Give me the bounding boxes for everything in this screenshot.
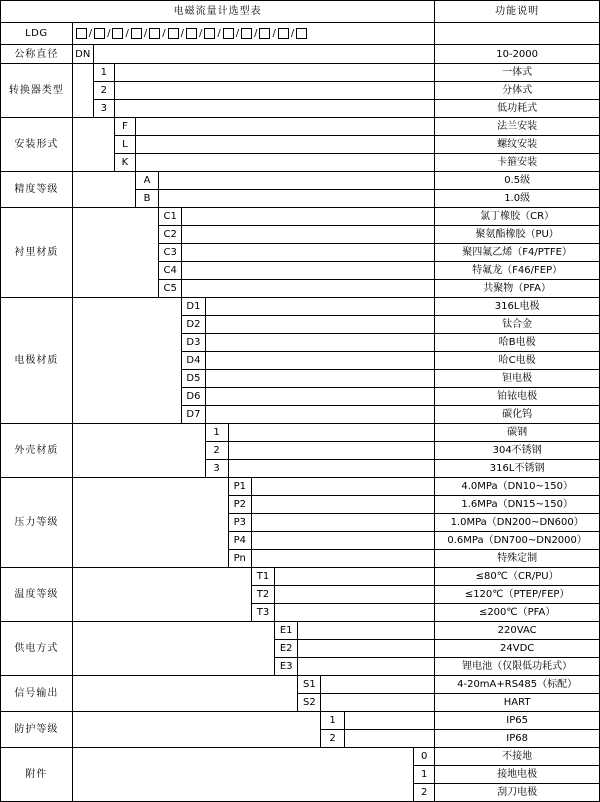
spacer bbox=[72, 712, 321, 748]
row-temperature-class bbox=[1, 568, 600, 586]
code-signal-s1: S1 bbox=[298, 676, 321, 694]
spacer bbox=[135, 154, 434, 172]
code-slash: / bbox=[180, 28, 184, 39]
desc-protection-2: IP68 bbox=[435, 730, 600, 748]
code-accessory-0: 0 bbox=[414, 748, 435, 766]
spacer bbox=[182, 262, 435, 280]
spacer bbox=[72, 424, 205, 478]
desc-pressure-p1: 4.0MPa（DN10~150） bbox=[435, 478, 600, 496]
code-power-e1: E1 bbox=[275, 622, 298, 640]
spacer bbox=[72, 64, 93, 118]
spacer bbox=[182, 208, 435, 226]
code-box-square bbox=[259, 28, 270, 39]
spacer bbox=[135, 118, 434, 136]
code-accuracy-a: A bbox=[135, 172, 158, 190]
code-signal-s2: S2 bbox=[298, 694, 321, 712]
function-description-header: 功能说明 bbox=[435, 1, 600, 23]
code-row bbox=[1, 23, 600, 45]
spacer bbox=[251, 550, 434, 568]
desc-power-e1: 220VAC bbox=[435, 622, 600, 640]
spacer bbox=[205, 334, 435, 352]
row-electrode-material bbox=[1, 298, 600, 316]
code-slash: / bbox=[107, 28, 111, 39]
desc-converter-type-1: 一体式 bbox=[435, 64, 600, 82]
desc-accessory-2: 刮刀电极 bbox=[435, 784, 600, 802]
code-temperature-t1: T1 bbox=[251, 568, 274, 586]
spacer bbox=[205, 352, 435, 370]
desc-electrode-d7: 碳化钨 bbox=[435, 406, 600, 424]
spacer bbox=[205, 406, 435, 424]
desc-signal-s2: HART bbox=[435, 694, 600, 712]
code-slash: / bbox=[162, 28, 166, 39]
row-label-protection-class: 防护等级 bbox=[1, 712, 73, 748]
spacer bbox=[72, 118, 114, 172]
code-slash: / bbox=[290, 28, 295, 39]
row-label-temperature-class: 温度等级 bbox=[1, 568, 73, 622]
desc-accessory-1: 接地电极 bbox=[435, 766, 600, 784]
desc-pressure-pn: 特殊定制 bbox=[435, 550, 600, 568]
code-slash: / bbox=[198, 28, 203, 39]
code-box-square bbox=[94, 28, 105, 39]
code-box-square bbox=[241, 28, 252, 39]
row-label-power-supply: 供电方式 bbox=[1, 622, 73, 676]
code-install-type-k: K bbox=[114, 154, 135, 172]
code-box-sequence bbox=[73, 28, 435, 39]
code-liner-c4: C4 bbox=[159, 262, 182, 280]
row-converter-type bbox=[1, 64, 600, 82]
spacer bbox=[135, 136, 434, 154]
spacer bbox=[93, 45, 435, 64]
code-electrode-d5: D5 bbox=[182, 370, 205, 388]
row-label-housing-material: 外壳材质 bbox=[1, 424, 73, 478]
desc-housing-2: 304不锈钢 bbox=[435, 442, 600, 460]
code-temperature-t2: T2 bbox=[251, 586, 274, 604]
row-label-liner-material: 衬里材质 bbox=[1, 208, 73, 298]
desc-electrode-d3: 哈B电极 bbox=[435, 334, 600, 352]
row-label-accuracy-class: 精度等级 bbox=[1, 172, 73, 208]
code-slash: / bbox=[125, 28, 129, 39]
desc-power-e2: 24VDC bbox=[435, 640, 600, 658]
code-row-desc-blank bbox=[435, 23, 600, 45]
spacer bbox=[321, 676, 435, 694]
code-box-square bbox=[204, 28, 215, 39]
title-row bbox=[1, 1, 600, 23]
code-liner-c3: C3 bbox=[159, 244, 182, 262]
row-label-accessories: 附件 bbox=[1, 748, 73, 802]
code-pressure-p4: P4 bbox=[228, 532, 251, 550]
spacer bbox=[251, 532, 434, 550]
row-label-converter-type: 转换器类型 bbox=[1, 64, 73, 118]
code-electrode-d4: D4 bbox=[182, 352, 205, 370]
desc-housing-3: 316L不锈钢 bbox=[435, 460, 600, 478]
code-box-square bbox=[278, 28, 289, 39]
row-pressure-class bbox=[1, 478, 600, 496]
row-label-signal-output: 信号输出 bbox=[1, 676, 73, 712]
row-install-type bbox=[1, 118, 600, 136]
code-accuracy-b: B bbox=[135, 190, 158, 208]
spacer bbox=[205, 316, 435, 334]
desc-liner-c1: 氯丁橡胶（CR） bbox=[435, 208, 600, 226]
code-slash: / bbox=[254, 28, 258, 39]
desc-liner-c5: 共聚物（PFA） bbox=[435, 280, 600, 298]
spacer bbox=[72, 478, 228, 568]
desc-housing-1: 碳钢 bbox=[435, 424, 600, 442]
desc-temperature-t1: ≤80℃（CR/PU） bbox=[435, 568, 600, 586]
spacer bbox=[72, 748, 413, 802]
spacer bbox=[321, 694, 435, 712]
spacer bbox=[159, 172, 435, 190]
code-pressure-p2: P2 bbox=[228, 496, 251, 514]
desc-electrode-d2: 钛合金 bbox=[435, 316, 600, 334]
row-accessories bbox=[1, 748, 600, 766]
spacer bbox=[228, 442, 435, 460]
spacer bbox=[182, 280, 435, 298]
spacer bbox=[72, 676, 298, 712]
desc-temperature-t3: ≤200℃（PFA） bbox=[435, 604, 600, 622]
desc-liner-c2: 聚氨酯橡胶（PU） bbox=[435, 226, 600, 244]
code-housing-2: 2 bbox=[205, 442, 228, 460]
row-label-install-type: 安装形式 bbox=[1, 118, 73, 172]
desc-temperature-t2: ≤120℃（PTEP/FEP） bbox=[435, 586, 600, 604]
spacer bbox=[251, 496, 434, 514]
code-pressure-pn: Pn bbox=[228, 550, 251, 568]
desc-nominal-diameter: 10-2000 bbox=[435, 45, 600, 64]
code-install-type-f: F bbox=[114, 118, 135, 136]
spacer bbox=[275, 568, 435, 586]
desc-accuracy-b: 1.0级 bbox=[435, 190, 600, 208]
desc-converter-type-2: 分体式 bbox=[435, 82, 600, 100]
code-dn: DN bbox=[72, 45, 93, 64]
code-protection-2: 2 bbox=[321, 730, 344, 748]
code-liner-c5: C5 bbox=[159, 280, 182, 298]
row-label-pressure-class: 压力等级 bbox=[1, 478, 73, 568]
code-electrode-d7: D7 bbox=[182, 406, 205, 424]
model-prefix: LDG bbox=[1, 23, 73, 45]
row-signal-output bbox=[1, 676, 600, 694]
desc-pressure-p4: 0.6MPa（DN700~DN2000） bbox=[435, 532, 600, 550]
desc-converter-type-3: 低功耗式 bbox=[435, 100, 600, 118]
spacer bbox=[205, 388, 435, 406]
code-slash: / bbox=[88, 28, 93, 39]
spacer bbox=[72, 568, 251, 622]
code-boxes bbox=[72, 23, 435, 45]
desc-electrode-d4: 哈C电极 bbox=[435, 352, 600, 370]
code-protection-1: 1 bbox=[321, 712, 344, 730]
spacer bbox=[275, 586, 435, 604]
desc-liner-c4: 特氟龙（F46/FEP） bbox=[435, 262, 600, 280]
desc-pressure-p3: 1.0MPa（DN200~DN600） bbox=[435, 514, 600, 532]
desc-install-type-k: 卡箍安装 bbox=[435, 154, 600, 172]
spacer bbox=[182, 244, 435, 262]
desc-electrode-d5: 钽电极 bbox=[435, 370, 600, 388]
desc-install-type-f: 法兰安装 bbox=[435, 118, 600, 136]
desc-protection-1: IP65 bbox=[435, 712, 600, 730]
spacer bbox=[298, 658, 435, 676]
code-electrode-d6: D6 bbox=[182, 388, 205, 406]
code-slash: / bbox=[235, 28, 240, 39]
desc-power-e3: 锂电池（仅限低功耗式） bbox=[435, 658, 600, 676]
code-accessory-1: 1 bbox=[414, 766, 435, 784]
spacer bbox=[298, 622, 435, 640]
spacer bbox=[182, 226, 435, 244]
row-power-supply bbox=[1, 622, 600, 640]
code-power-e3: E3 bbox=[275, 658, 298, 676]
code-box-square bbox=[223, 28, 234, 39]
code-housing-1: 1 bbox=[205, 424, 228, 442]
spacer bbox=[205, 370, 435, 388]
code-converter-type-2: 2 bbox=[93, 82, 114, 100]
code-power-e2: E2 bbox=[275, 640, 298, 658]
row-label-electrode-material: 电极材质 bbox=[1, 298, 73, 424]
code-slash: / bbox=[272, 28, 276, 39]
row-housing-material bbox=[1, 424, 600, 442]
spacer bbox=[72, 172, 135, 208]
code-pressure-p1: P1 bbox=[228, 478, 251, 496]
spacer bbox=[114, 64, 434, 82]
code-box-square bbox=[76, 28, 87, 39]
spacer bbox=[344, 730, 435, 748]
code-slash: / bbox=[217, 28, 221, 39]
page-title: 电磁流量计选型表 bbox=[1, 1, 435, 23]
spacer bbox=[72, 298, 182, 424]
code-box-square bbox=[149, 28, 160, 39]
code-electrode-d2: D2 bbox=[182, 316, 205, 334]
code-box-square bbox=[186, 28, 197, 39]
row-nominal-diameter bbox=[1, 45, 600, 64]
row-protection-class bbox=[1, 712, 600, 730]
spacer bbox=[228, 424, 435, 442]
code-liner-c1: C1 bbox=[159, 208, 182, 226]
spacer bbox=[344, 712, 435, 730]
code-install-type-l: L bbox=[114, 136, 135, 154]
row-label-nominal-diameter: 公称直径 bbox=[1, 45, 73, 64]
desc-signal-s1: 4-20mA+RS485（标配） bbox=[435, 676, 600, 694]
code-pressure-p3: P3 bbox=[228, 514, 251, 532]
desc-electrode-d6: 铂铱电极 bbox=[435, 388, 600, 406]
spacer bbox=[72, 622, 274, 676]
code-temperature-t3: T3 bbox=[251, 604, 274, 622]
spacer bbox=[114, 100, 434, 118]
code-slash: / bbox=[143, 28, 148, 39]
code-box-square bbox=[296, 28, 307, 39]
code-converter-type-1: 1 bbox=[93, 64, 114, 82]
spacer bbox=[72, 208, 158, 298]
code-electrode-d3: D3 bbox=[182, 334, 205, 352]
row-liner-material bbox=[1, 208, 600, 226]
code-housing-3: 3 bbox=[205, 460, 228, 478]
desc-accessory-0: 不接地 bbox=[435, 748, 600, 766]
code-liner-c2: C2 bbox=[159, 226, 182, 244]
spacer bbox=[205, 298, 435, 316]
code-box-square bbox=[112, 28, 123, 39]
row-accuracy-class bbox=[1, 172, 600, 190]
spacer bbox=[228, 460, 435, 478]
spacer bbox=[251, 514, 434, 532]
desc-liner-c3: 聚四氟乙烯（F4/PTFE） bbox=[435, 244, 600, 262]
code-box-square bbox=[168, 28, 179, 39]
code-converter-type-3: 3 bbox=[93, 100, 114, 118]
spacer bbox=[159, 190, 435, 208]
code-electrode-d1: D1 bbox=[182, 298, 205, 316]
desc-install-type-l: 螺纹安装 bbox=[435, 136, 600, 154]
desc-accuracy-a: 0.5级 bbox=[435, 172, 600, 190]
code-box-square bbox=[131, 28, 142, 39]
desc-electrode-d1: 316L电极 bbox=[435, 298, 600, 316]
spacer bbox=[251, 478, 434, 496]
spacer bbox=[114, 82, 434, 100]
desc-pressure-p2: 1.6MPa（DN15~150） bbox=[435, 496, 600, 514]
code-accessory-2: 2 bbox=[414, 784, 435, 802]
spacer bbox=[275, 604, 435, 622]
spacer bbox=[298, 640, 435, 658]
